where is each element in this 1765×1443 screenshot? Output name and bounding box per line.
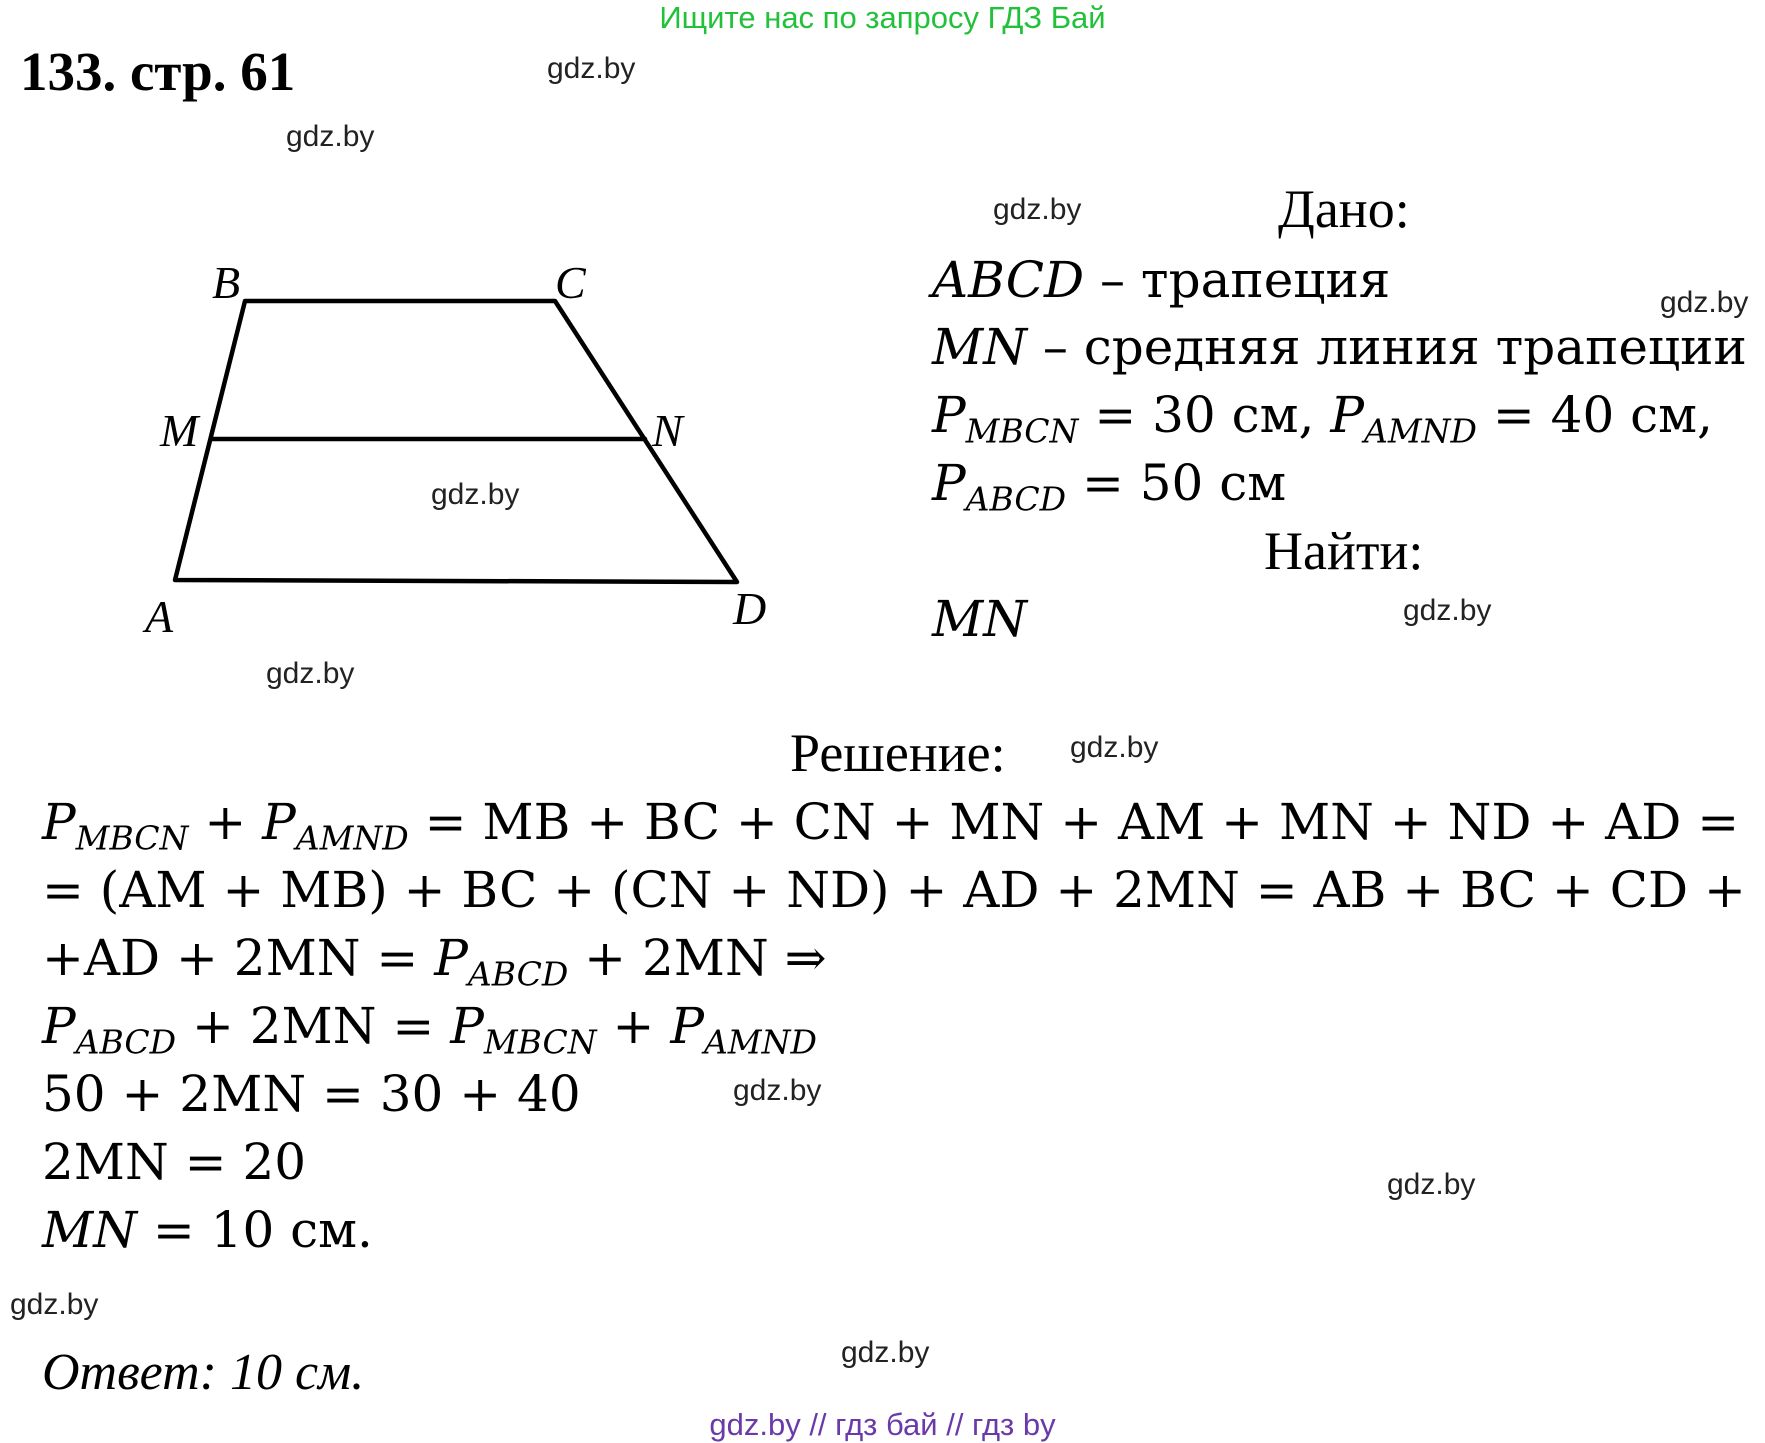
watermark: gdz.by (841, 1336, 930, 1369)
given-line-2: MN – средняя линия трапеции (932, 318, 1747, 376)
top-banner[interactable]: Ищите нас по запросу ГДЗ Бай (659, 0, 1106, 35)
solution-line-2: = (AM + MB) + BC + (CN + ND) + AD + 2MN = AB + BC + CD + (42, 861, 1746, 919)
given-line-1: ABCD – трапеция (932, 251, 1391, 309)
solution-line-5: 50 + 2MN = 30 + 40 (42, 1065, 581, 1123)
watermark: gdz.by (1387, 1168, 1476, 1201)
vertex-label-n: N (652, 405, 683, 456)
watermark: gdz.by (1403, 594, 1492, 627)
vertex-label-m: M (160, 405, 199, 456)
vertex-label-b: B (212, 257, 241, 308)
solution-line-4: $P_{ABCD} + 2MN = P_{MBCN} + P_{AMND}$ (42, 997, 817, 1062)
watermark: gdz.by (1070, 731, 1159, 764)
find-value: MN (932, 590, 1027, 648)
vertex-label-c: C (555, 257, 586, 308)
watermark: gdz.by (431, 478, 520, 511)
solution-line-6: 2MN = 20 (42, 1133, 307, 1191)
watermark: gdz.by (286, 120, 375, 153)
solution-heading: Решение: (790, 723, 1006, 783)
watermark: gdz.by (993, 193, 1082, 226)
watermark: gdz.by (1660, 286, 1749, 319)
given-line-3: $P_{MBCN} = 30$ см, $P_{AMND} = 40$ см, (932, 386, 1713, 451)
bottom-link-bar[interactable]: gdz.by // гдз бай // гдз by (709, 1407, 1056, 1442)
answer: Ответ: 10 см. (42, 1344, 365, 1401)
given-heading: Дано: (1278, 179, 1410, 239)
problem-title: 133. стр. 61 (20, 41, 296, 102)
vertex-label-d: D (733, 583, 767, 634)
watermark: gdz.by (10, 1288, 99, 1321)
watermark: gdz.by (266, 657, 355, 690)
find-heading: Найти: (1264, 521, 1424, 581)
watermark: gdz.by (547, 52, 636, 85)
trapezoid-figure (0, 0, 800, 680)
solution-line-7: MN = 10 см. (42, 1201, 373, 1259)
solution-line-1: $P_{MBCN} + P_{AMND}$ = MB + BC + CN + MN + AM + MN + ND + AD = (42, 793, 1740, 858)
vertex-label-a: A (145, 591, 174, 642)
watermark: gdz.by (733, 1074, 822, 1107)
given-line-4: $P_{ABCD} = 50$ см (932, 454, 1287, 519)
solution-line-3: $+AD + 2MN = P_{ABCD} + 2MN$ ⇒ (42, 929, 827, 994)
